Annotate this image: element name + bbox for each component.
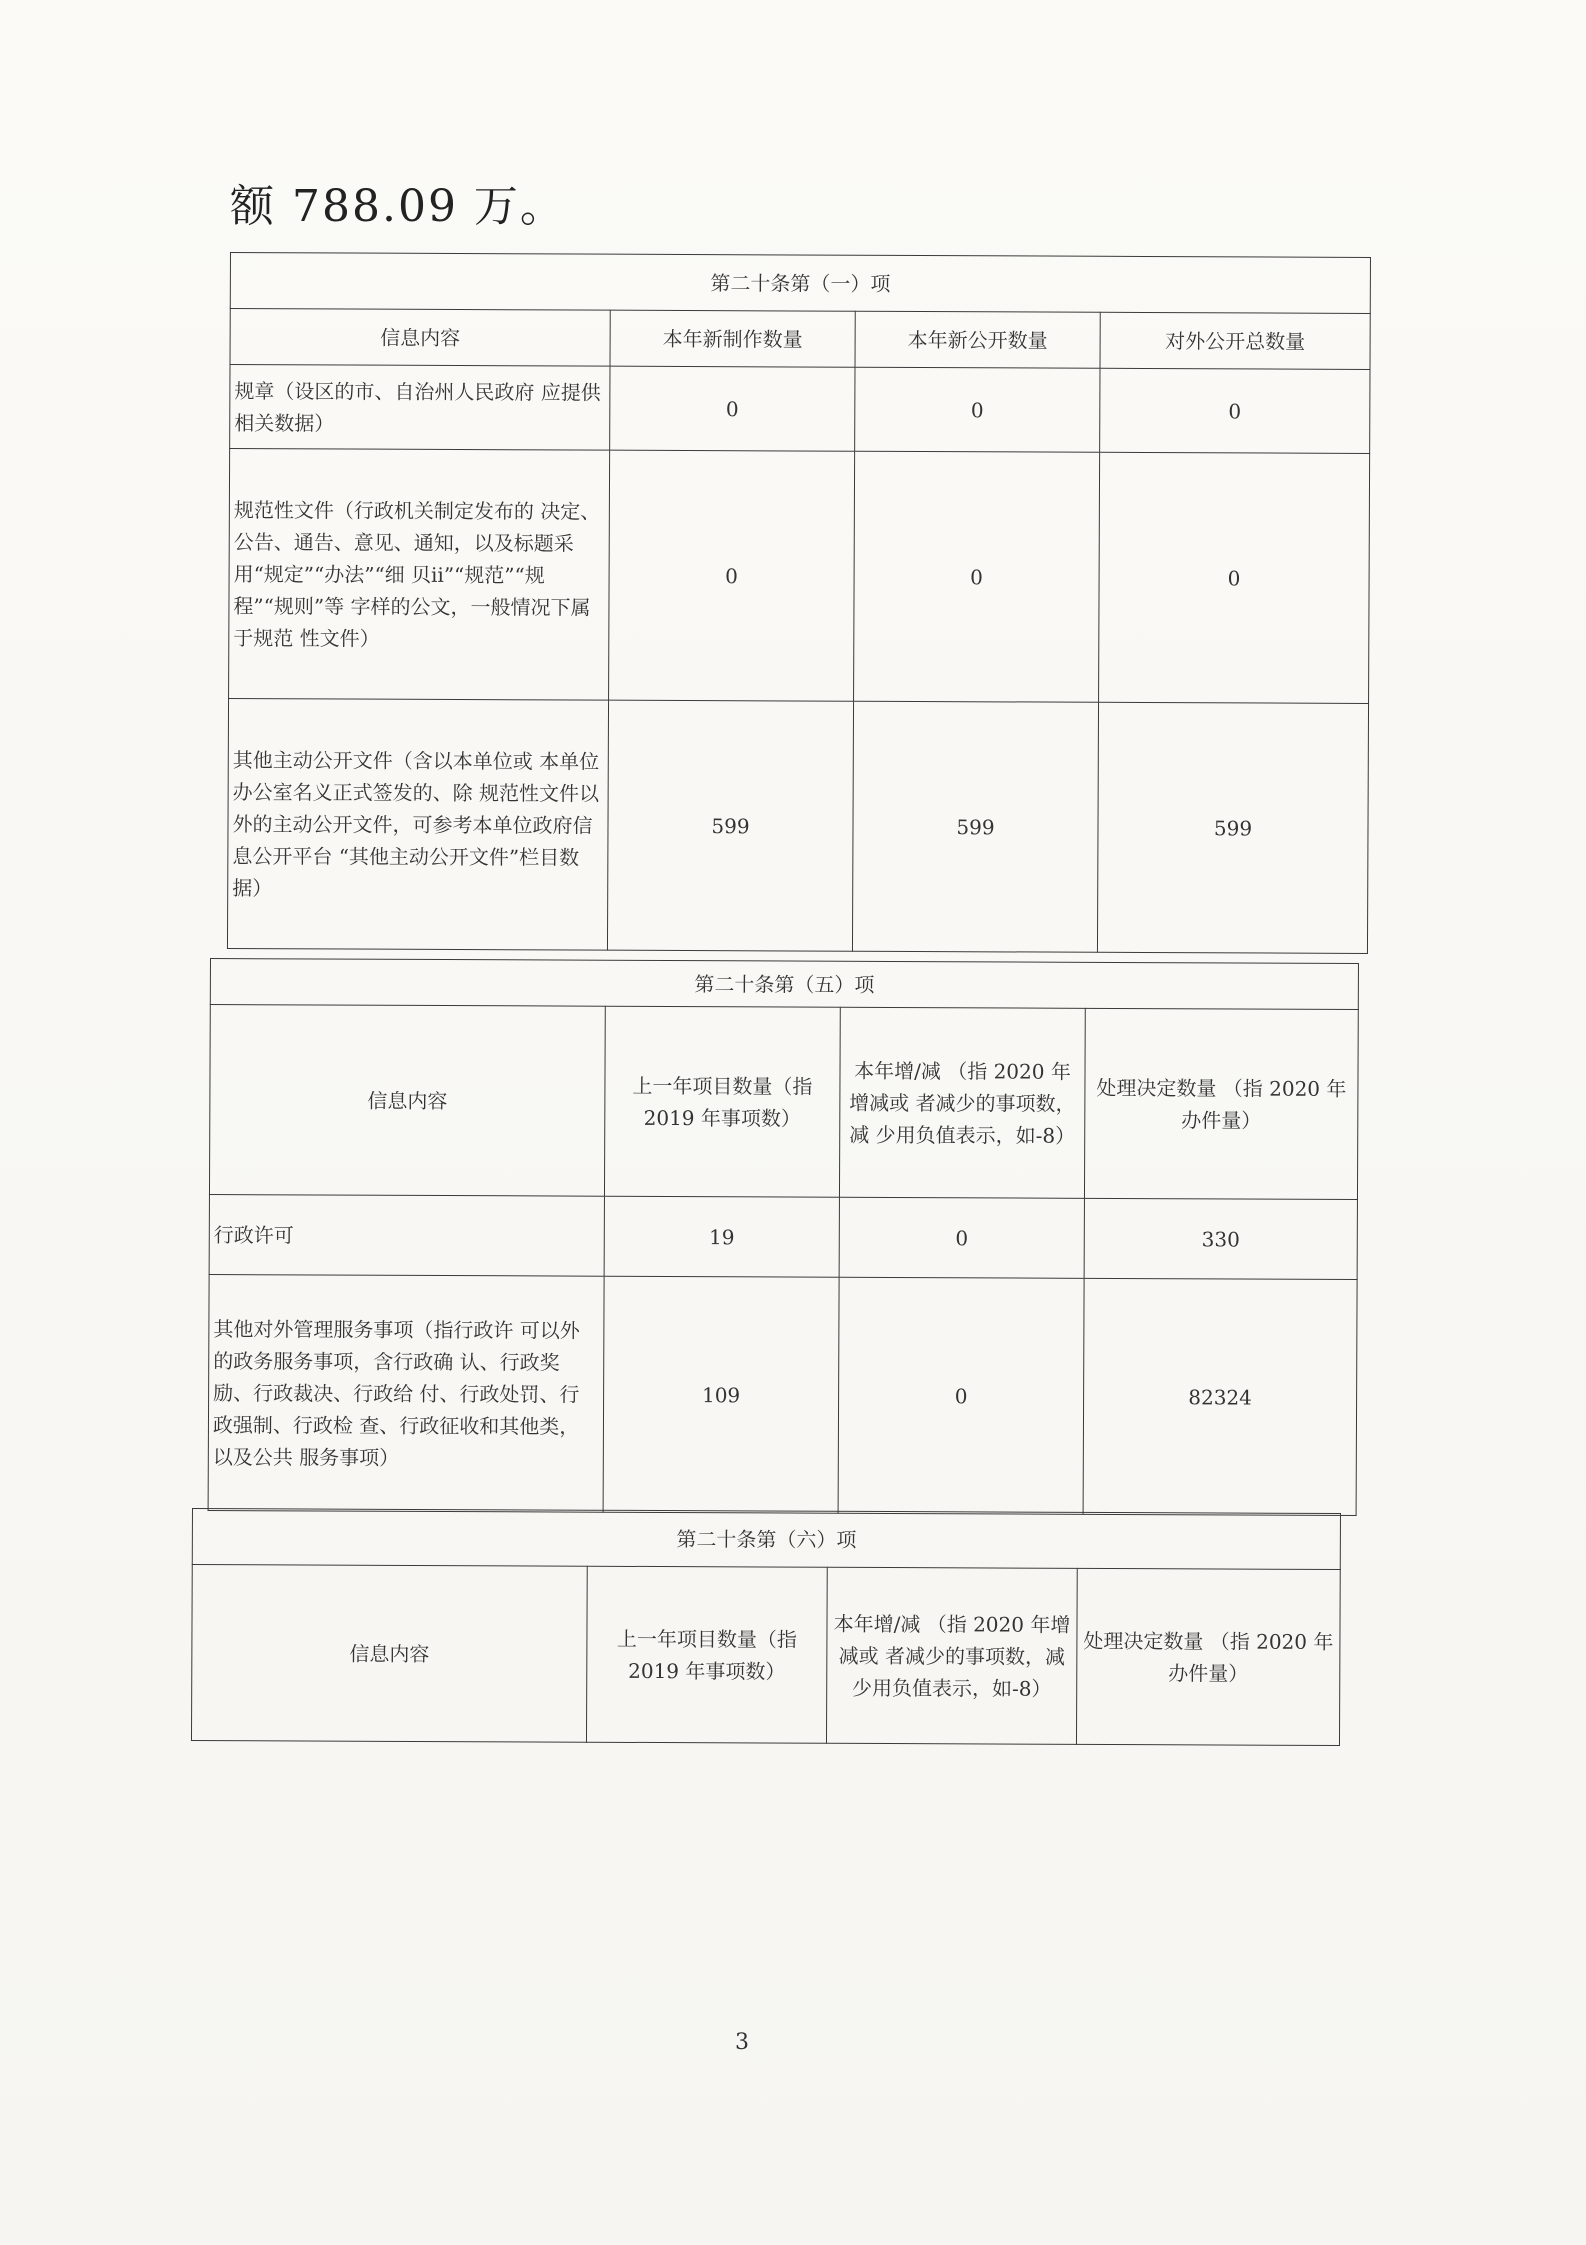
- cell-value: 19: [604, 1196, 839, 1277]
- cell-value: 599: [1097, 702, 1368, 953]
- cell-value: 0: [609, 450, 855, 701]
- row-label: 规范性文件（行政机关制定发布的 决定、公告、通告、意见、通知，以及标题采用“规定”“办法”“细 贝ⅱ”“规范”“规程”“规则”等 字样的公文，一般情况下属于规范 性文件）: [229, 449, 610, 701]
- cell-value: 0: [839, 1197, 1084, 1278]
- cell-value: 599: [852, 701, 1098, 952]
- row-label: 其他对外管理服务事项（指行政许 可以外的政务服务事项，含行政确 认、行政奖励、行政裁决、行政给 付、行政处罚、行政强制、行政检 查、行政征收和其他类，以及公共 服务事项）: [208, 1274, 604, 1512]
- cell-value: 0: [1100, 368, 1370, 453]
- table-row: [227, 698, 1368, 953]
- table-article-20-item-5: [208, 958, 1359, 1516]
- page-number: 3: [735, 2030, 749, 2055]
- table-row: [230, 365, 1370, 454]
- column-header: 上一年项目数量（指 2019 年事项数）: [586, 1566, 827, 1743]
- section-title: 第二十条第（一）项: [230, 253, 1370, 314]
- lead-text: 额 788.09 万。: [230, 181, 566, 232]
- column-header: 本年增/减 （指 2020 年增减或 者减少的事项数，减 少用负值表示，如-8）: [826, 1567, 1077, 1744]
- column-header: 本年新公开数量: [855, 311, 1100, 368]
- column-header: 处理决定数量 （指 2020 年办件量）: [1076, 1568, 1340, 1745]
- cell-value: 0: [854, 451, 1100, 702]
- cell-value: 0: [610, 366, 855, 451]
- column-header: 对外公开总数量: [1100, 312, 1370, 369]
- cell-value: 599: [607, 700, 853, 951]
- column-header: 本年新制作数量: [610, 310, 855, 367]
- row-label: 规章（设区的市、自治州人民政府 应提供相关数据）: [230, 365, 610, 451]
- cell-value: 0: [838, 1277, 1084, 1514]
- cell-value: 109: [603, 1276, 839, 1513]
- table-row: [208, 1274, 1357, 1515]
- column-header: 处理决定数量 （指 2020 年办件量）: [1084, 1008, 1358, 1199]
- cell-value: 330: [1084, 1198, 1357, 1279]
- column-header: 信息内容: [230, 309, 610, 367]
- cell-value: 0: [855, 367, 1100, 452]
- table-article-20-item-6: [191, 1508, 1341, 1746]
- column-header: 信息内容: [191, 1565, 587, 1743]
- column-header: 信息内容: [209, 1005, 605, 1197]
- cell-value: 82324: [1083, 1278, 1357, 1515]
- column-header: 本年增/减 （指 2020 年增减或 者减少的事项数，减 少用负值表示，如-8）: [839, 1007, 1085, 1198]
- cell-value: 0: [1099, 452, 1370, 703]
- table-row: [229, 449, 1370, 704]
- row-label: 其他主动公开文件（含以本单位或 本单位办公室名义正式签发的、除 规范性文件以外的主动公开文件，可参考本单位政府信息公开平台 “其他主动公开文件”栏目数据）: [227, 698, 608, 950]
- section-title: 第二十条第（六）项: [192, 1509, 1340, 1570]
- column-header: 上一年项目数量（指 2019 年事项数）: [604, 1006, 840, 1197]
- table-article-20-item-1: [227, 252, 1371, 954]
- section-title: 第二十条第（五）项: [210, 959, 1358, 1010]
- row-label: 行政许可: [209, 1194, 604, 1276]
- table-row: [209, 1194, 1357, 1279]
